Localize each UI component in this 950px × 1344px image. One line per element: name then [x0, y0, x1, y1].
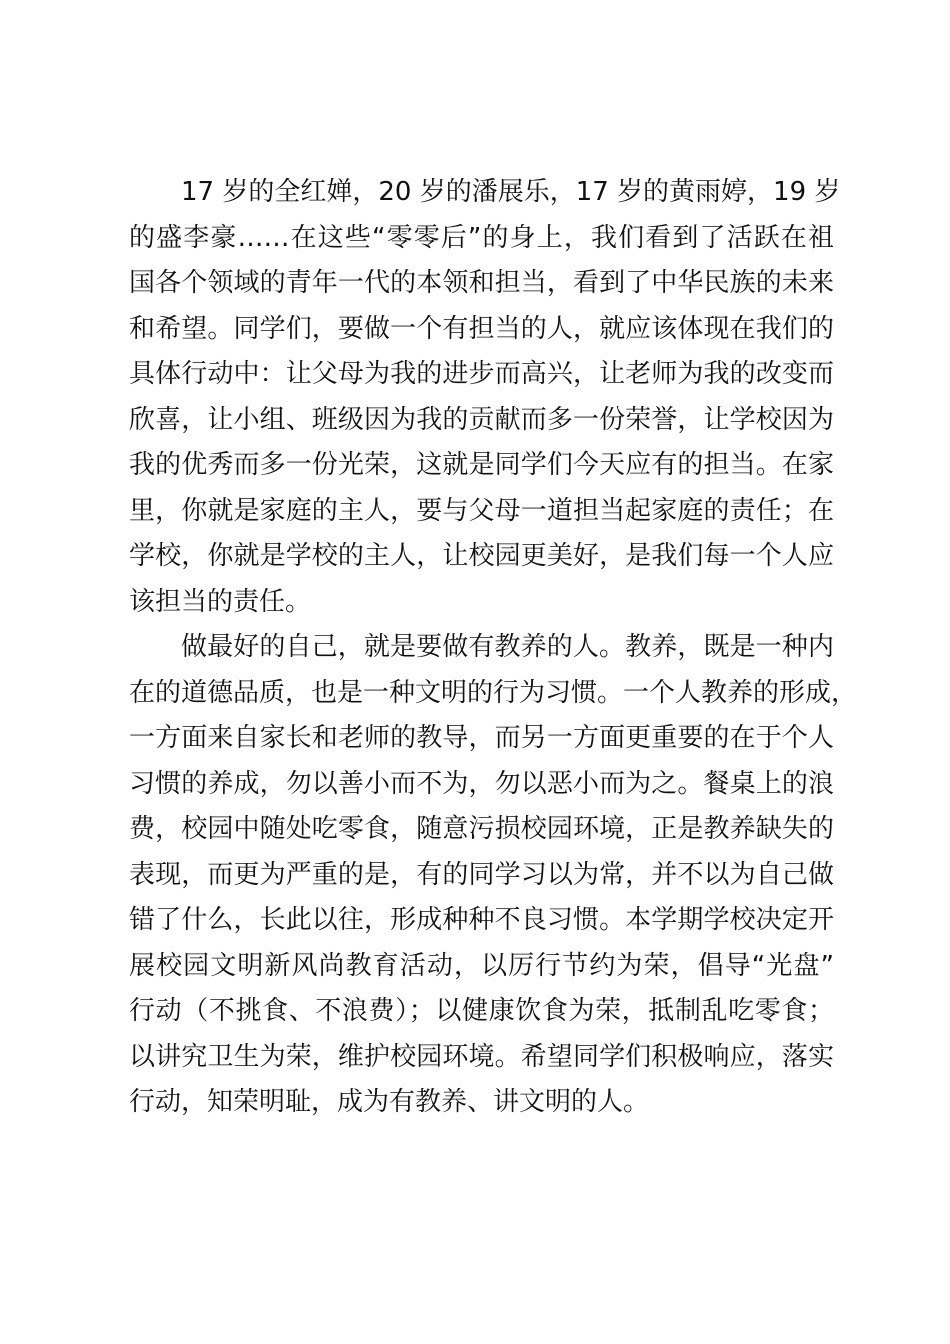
body-text: [129, 170, 858, 1126]
text-line: 我的优秀而多一份光荣，这就是同学们今天应有的担当。在家: [129, 450, 834, 480]
paragraph-2: [129, 625, 858, 1126]
text-line: 的盛李豪……在这些“零零后”的身上，我们看到了活跃在祖: [129, 222, 834, 253]
text-line: 一方面来自家长和老师的教导，而另一方面更重要的在于个人: [129, 723, 834, 753]
text-line: 和希望。同学们，要做一个有担当的人，就应该体现在我们的: [129, 313, 834, 344]
paragraph-1: [129, 170, 841, 625]
text-line: 行动，知荣明耻，成为有教养、讲文明的人。: [129, 1087, 650, 1117]
text-line: 欣喜，让小组、班级因为我的贡献而多一份荣誉，让学校因为: [129, 404, 834, 435]
text-line: 展校园文明新风尚教育活动，以厉行节约为荣，倡导“光盘”: [129, 950, 834, 981]
text-line: 费，校园中随处吃零食，随意污损校园环境，正是教养缺失的: [129, 814, 834, 844]
text-line: 以讲究卫生为荣，维护校园环境。希望同学们积极响应，落实: [129, 1041, 834, 1072]
text-line: 错了什么，长此以往，形成种种不良习惯。本学期学校决定开: [129, 905, 834, 935]
text-line: 里，你就是家庭的主人，要与父母一道担当起家庭的责任；在: [129, 495, 834, 526]
text-line: 在的道德品质，也是一种文明的行为习惯。一个人教养的形成，: [129, 677, 858, 708]
text-line: 学校，你就是学校的主人，让校园更美好，是我们每一个人应: [129, 541, 834, 571]
text-line: 国各个领域的青年一代的本领和担当，看到了中华民族的未来: [129, 268, 834, 298]
text-line: 行动（不挑食、不浪费）；以健康饮食为荣，抵制乱吃零食；: [129, 996, 834, 1026]
text-line: 表现，而更为严重的是，有的同学习以为常，并不以为自己做: [129, 859, 834, 890]
text-line: 做最好的自己，就是要做有教养的人。教养，既是一种内: [181, 632, 834, 662]
text-line: 习惯的养成，勿以善小而不为，勿以恶小而为之。餐桌上的浪: [129, 768, 834, 799]
text-line: 17 岁的全红婵，20 岁的潘展乐，17 岁的黄雨婷，19 岁: [181, 177, 841, 207]
text-line: 具体行动中：让父母为我的进步而高兴，让老师为我的改变而: [129, 359, 834, 389]
text-line: 该担当的责任。: [129, 586, 312, 617]
